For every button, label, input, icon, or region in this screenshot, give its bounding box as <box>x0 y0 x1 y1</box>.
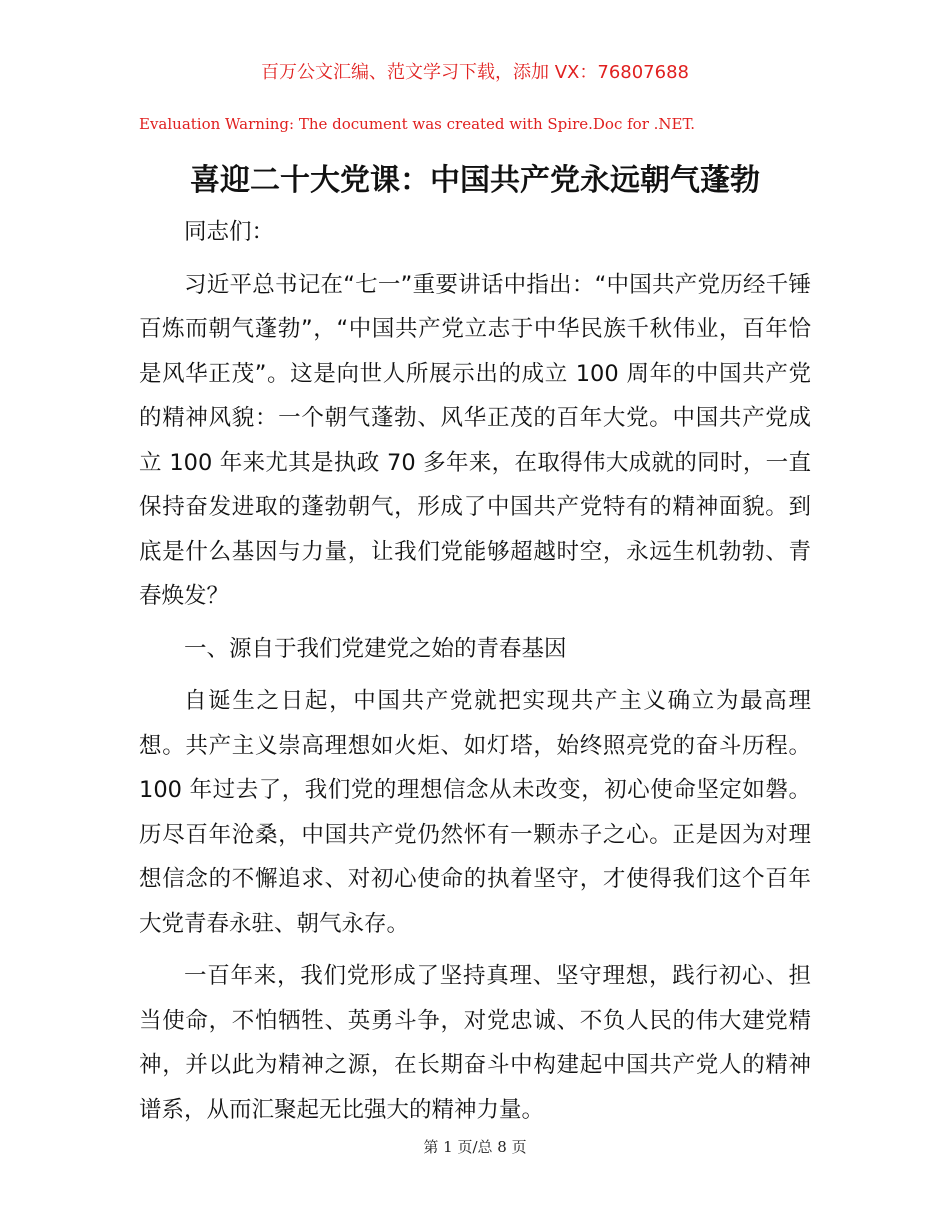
section-heading: 一、源自于我们党建党之始的青春基因 <box>184 635 567 662</box>
document-body <box>139 210 811 1132</box>
page-indicator: 第 1 页/总 8 页 <box>423 1138 527 1156</box>
paragraph: 自诞生之日起，中国共产党就把实现共产主义确立为最高理想。共产主义崇高理想如火炬、如灯塔，始终照亮党的奋斗历程。100 年过去了，我们党的理想信念从未改变，初心使命坚定如磐。历尽百年沧桑，中国共产党仍然怀有一颗赤子之心。正是因为对理想信念的不懈追求、对初心使命的执着坚守，才使得我们这个百年大党青春永驻、朝气永存。 <box>139 688 811 937</box>
document-title: 喜迎二十大党课：中国共产党永远朝气蓬勃 <box>190 163 760 198</box>
header-ad-banner: 百万公文汇编、范文学习下载，添加 VX：76807688 <box>261 62 689 83</box>
paragraph: 习近平总书记在“七一”重要讲话中指出：“中国共产党历经千锤百炼而朝气蓬勃”，“中国共产党立志于中华民族千秋伟业，百年恰是风华正茂”。这是向世人所展示出的成立 100 周年的中国共产党的精神风貌：一个朝气蓬勃、风华正茂的百年大党。中国共产党成立 100 年来尤其是执政 70 多年来，在取得伟大成就的同时，一直保持奋发进取的蓬勃朝气，形成了中国共产党特有的精神面貌。到底是什么基因与力量，让我们党能够超越时空，永远生机勃勃、青春焕发？ <box>139 271 811 609</box>
salutation: 同志们： <box>184 219 275 245</box>
evaluation-warning: Evaluation Warning: The document was created with Spire.Doc for .NET. <box>139 115 696 133</box>
paragraph: 一百年来，我们党形成了坚持真理、坚守理想，践行初心、担当使命，不怕牺牲、英勇斗争，对党忠诚、不负人民的伟大建党精神，并以此为精神之源，在长期奋斗中构建起中国共产党人的精神谱系，从而汇聚起无比强大的精神力量。 <box>139 963 811 1123</box>
